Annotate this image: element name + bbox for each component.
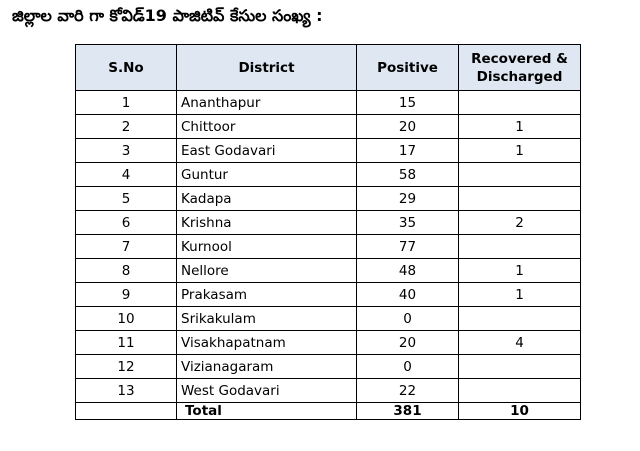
row-district-cell: Visakhapatnam <box>177 331 357 355</box>
total-row <box>76 403 581 420</box>
row-sno-cell: 13 <box>76 379 177 403</box>
row-positive-cell: 40 <box>357 283 459 307</box>
table-body <box>76 91 581 403</box>
row-district-cell: Guntur <box>177 163 357 187</box>
table-row <box>76 211 581 235</box>
row-recovered-cell <box>459 307 581 331</box>
row-positive-cell: 22 <box>357 379 459 403</box>
row-sno-cell: 8 <box>76 259 177 283</box>
row-sno-cell: 1 <box>76 91 177 115</box>
header-district: District <box>177 45 357 91</box>
row-recovered-cell <box>459 379 581 403</box>
header-sno: S.No <box>76 45 177 91</box>
row-recovered-cell <box>459 235 581 259</box>
table-header-row <box>76 45 581 91</box>
row-recovered-cell: 1 <box>459 139 581 163</box>
row-district-cell: East Godavari <box>177 139 357 163</box>
total-label: Total <box>177 403 357 420</box>
page-title: జిల్లాల వారి గా కోవిడ్19 పాజిటివ్ కేసుల సంఖ్య : <box>12 6 323 25</box>
table-row <box>76 235 581 259</box>
table-row <box>76 379 581 403</box>
row-recovered-cell: 1 <box>459 283 581 307</box>
table-row <box>76 115 581 139</box>
row-district-cell: Krishna <box>177 211 357 235</box>
table-row <box>76 283 581 307</box>
row-positive-cell: 17 <box>357 139 459 163</box>
row-district-cell: Kadapa <box>177 187 357 211</box>
row-district-cell: Kurnool <box>177 235 357 259</box>
row-district-cell: Nellore <box>177 259 357 283</box>
row-sno-cell: 4 <box>76 163 177 187</box>
row-district-cell: Srikakulam <box>177 307 357 331</box>
row-sno-cell: 5 <box>76 187 177 211</box>
row-district-cell: Ananthapur <box>177 91 357 115</box>
row-recovered-cell <box>459 91 581 115</box>
row-sno-cell: 10 <box>76 307 177 331</box>
district-cases-table <box>75 44 581 420</box>
row-sno-cell: 3 <box>76 139 177 163</box>
total-recovered: 10 <box>459 403 581 420</box>
row-district-cell: Prakasam <box>177 283 357 307</box>
table-row <box>76 355 581 379</box>
row-positive-cell: 0 <box>357 355 459 379</box>
table-row <box>76 91 581 115</box>
row-recovered-cell: 1 <box>459 259 581 283</box>
row-recovered-cell: 1 <box>459 115 581 139</box>
row-district-cell: West Godavari <box>177 379 357 403</box>
row-sno-cell: 7 <box>76 235 177 259</box>
row-district-cell: Vizianagaram <box>177 355 357 379</box>
row-sno-cell: 9 <box>76 283 177 307</box>
row-positive-cell: 48 <box>357 259 459 283</box>
row-recovered-cell <box>459 187 581 211</box>
row-positive-cell: 35 <box>357 211 459 235</box>
row-sno-cell: 6 <box>76 211 177 235</box>
total-positive: 381 <box>357 403 459 420</box>
header-positive: Positive <box>357 45 459 91</box>
row-positive-cell: 29 <box>357 187 459 211</box>
row-sno-cell: 2 <box>76 115 177 139</box>
row-positive-cell: 20 <box>357 115 459 139</box>
row-positive-cell: 15 <box>357 91 459 115</box>
table-row <box>76 307 581 331</box>
table-row <box>76 259 581 283</box>
row-district-cell: Chittoor <box>177 115 357 139</box>
row-recovered-cell: 2 <box>459 211 581 235</box>
table-row <box>76 139 581 163</box>
row-positive-cell: 0 <box>357 307 459 331</box>
row-sno-cell: 12 <box>76 355 177 379</box>
row-sno-cell: 11 <box>76 331 177 355</box>
header-recovered: Recovered & Discharged <box>459 45 581 91</box>
row-positive-cell: 77 <box>357 235 459 259</box>
row-positive-cell: 20 <box>357 331 459 355</box>
row-recovered-cell: 4 <box>459 331 581 355</box>
table-row <box>76 163 581 187</box>
row-recovered-cell <box>459 355 581 379</box>
table-row <box>76 331 581 355</box>
row-recovered-cell <box>459 163 581 187</box>
table-row <box>76 187 581 211</box>
total-sno-cell <box>76 403 177 420</box>
row-positive-cell: 58 <box>357 163 459 187</box>
